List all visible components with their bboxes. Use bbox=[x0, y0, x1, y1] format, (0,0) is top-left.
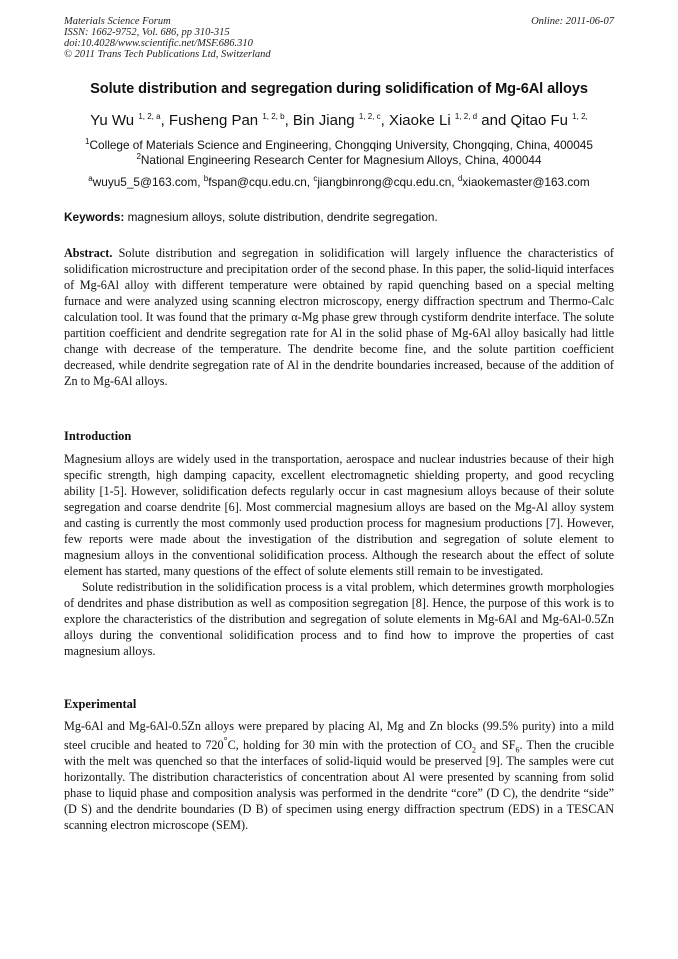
email-address[interactable]: xiaokemaster@163.com bbox=[462, 175, 590, 189]
experimental-paragraph bbox=[64, 718, 614, 833]
email-superscript: d bbox=[457, 174, 463, 184]
introduction-paragraph: Solute redistribution in the solidification process is a vital problem, which determines growth morphologies of dendrites and phase distribution as well as composition segregation [8]. Hence, the purpose of this work is to explore the characteristics of the distribution and segregation of solute elements in Mg-6Al and Mg-6Al-0.5Zn alloys during the conventional solidification process and to find how to improve the properties of cast magnesium alloys. bbox=[64, 580, 614, 658]
experimental-heading: Experimental bbox=[64, 697, 137, 711]
journal-name: Materials Science Forum bbox=[64, 16, 171, 27]
author-name: Bin Jiang bbox=[292, 112, 355, 129]
author-separator: and bbox=[477, 112, 511, 129]
author-name: Yu Wu bbox=[90, 112, 135, 129]
abstract-text: Solute distribution and segregation in solidification will largely influence the characteristics of solidification microstructure and precipitation order of the second phase. In this paper, the solid-liquid interfaces of Mg-6Al alloy with different temperature were obtained by rapid quenching based on a special melting furnace and were analyzed using scanning electron microscopy, energy diffraction spectrum and Thermo-Calc calculation tool. It was found that the primary α-Mg phase grew through cystiform dendrite interface. The solute partition coefficient and dendrite segregation rate for Al in the solid phase of Mg-6Al alloy basically had little change with decrease of the temperature. The dendrite become fine, and the solute partition coefficient decreased, while dendrite segregation rate of Al in the dendrite boundaries increased, because of the addition of Zn to Mg-6Al alloys. bbox=[64, 246, 614, 388]
author-superscript: 1, 2, d bbox=[454, 112, 478, 121]
experimental-text: . Then the crucible with the melt was quenched so that the interfaces of solid-liquid would be preserved [9]. The samples were cut horizontally. The distribution characteristics of concentration about Al were presented by scanning from solid phase to liquid phase and composition analysis was performed in the dendrite “core” (D C), the dendrite “side” (D S) and the dendrite boundaries (D B) of specimen using energy diffraction spectrum (EDS) in a TESCAN scanning electron microscope (SEM). bbox=[64, 738, 615, 833]
sf6-subscript: 6 bbox=[515, 745, 520, 755]
copyright-line: © 2011 Trans Tech Publications Ltd, Switzerland bbox=[64, 49, 271, 60]
affiliation-superscript: 2 bbox=[136, 152, 141, 162]
introduction-paragraph: Magnesium alloys are widely used in the transportation, aerospace and nuclear industries because of their high specific strength, high damping capacity, excellent electromagnetic shielding property, and good recycling ability [1-5]. However, solidification defects regularly occur in cast magnesium alloys because of their solute segregation and coarse dendrite [6]. Most commercial magnesium alloys are based on the Mg-Al alloy system and casting is currently the most commonly used production process for magnesium productions [7]. However, few reports were made about the investigation of the distribution and segregation of solute element to magnesium alloys in the conventional solidification process. Although the research about the effect of solute element has started, many questions of the effect of solute elements still remain to be investigated. bbox=[64, 452, 614, 578]
experimental-text: and SF bbox=[476, 738, 516, 753]
keywords bbox=[64, 210, 614, 224]
affiliation-text: National Engineering Research Center for Magnesium Alloys, China, 400044 bbox=[140, 153, 542, 167]
keywords-label: Keywords: bbox=[64, 210, 125, 224]
issn-line: ISSN: 1662-9752, Vol. 686, pp 310-315 bbox=[64, 27, 230, 38]
co2-subscript: 2 bbox=[472, 745, 476, 755]
journal-header bbox=[64, 16, 271, 60]
experimental-body bbox=[64, 718, 614, 833]
email-superscript: a bbox=[88, 174, 93, 184]
author-superscript: 1, 2, a bbox=[138, 112, 161, 121]
paper-title: Solute distribution and segregation during solidification of Mg-6Al alloys bbox=[90, 81, 588, 97]
author-name: Qitao Fu bbox=[510, 112, 568, 129]
affiliation-text: College of Materials Science and Engineering, Chongqing University, Chongqing, China, 400045 bbox=[89, 138, 593, 152]
email-superscript: b bbox=[203, 174, 209, 184]
email-list bbox=[30, 175, 648, 189]
abstract bbox=[64, 245, 614, 389]
email-address[interactable]: wuyu5_5@163.com, bbox=[92, 175, 204, 189]
email-superscript: c bbox=[313, 174, 318, 184]
email-address[interactable]: fspan@cqu.edu.cn, bbox=[208, 175, 314, 189]
author-name: Fusheng Pan bbox=[168, 112, 259, 129]
experimental-text: Mg-6Al and Mg-6Al-0.5Zn alloys were prepared by placing Al, Mg and Zn blocks (99.5% purity) into a mild steel crucible and heated to 720 bbox=[64, 719, 614, 753]
affiliation-superscript: 1 bbox=[85, 137, 90, 147]
author-separator: , bbox=[380, 112, 389, 129]
keywords-text: magnesium alloys, solute distribution, dendrite segregation. bbox=[124, 210, 438, 224]
author-separator: , bbox=[160, 112, 169, 129]
introduction-body bbox=[64, 451, 614, 659]
author-superscript: 1, 2, c bbox=[358, 112, 381, 121]
abstract-label: Abstract. bbox=[64, 246, 113, 260]
experimental-text: C, holding for 30 min with the protection of CO bbox=[227, 738, 472, 753]
introduction-heading: Introduction bbox=[64, 429, 132, 443]
affiliation-2 bbox=[30, 153, 648, 168]
email-address[interactable]: jiangbinrong@cqu.edu.cn, bbox=[317, 175, 458, 189]
author-superscript: 1, 2, b bbox=[262, 112, 285, 121]
author-superscript: 1, 2, bbox=[572, 112, 588, 121]
doi-line: doi:10.4028/www.scientific.net/MSF.686.310 bbox=[64, 38, 253, 49]
author-name: Xiaoke Li bbox=[388, 112, 451, 129]
affiliation-1 bbox=[30, 138, 648, 153]
author-separator: , bbox=[284, 112, 293, 129]
online-date: Online: 2011-06-07 bbox=[531, 16, 614, 27]
degree-sign: ° bbox=[223, 736, 228, 747]
author-list bbox=[30, 111, 648, 131]
